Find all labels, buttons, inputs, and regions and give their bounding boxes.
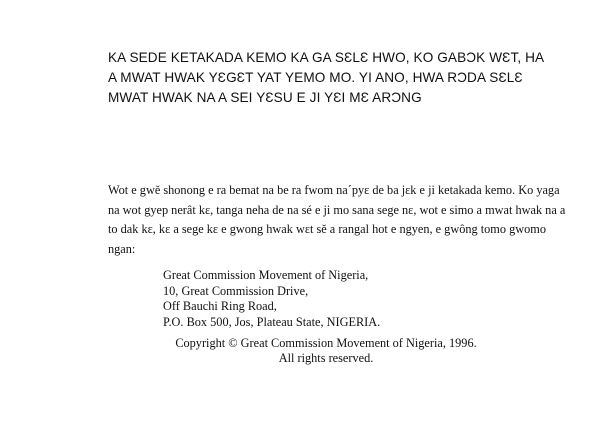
address-line: P.O. Box 500, Jos, Plateau State, NIGERIA. — [163, 314, 381, 329]
rights-line: All rights reserved. — [278, 351, 374, 365]
copyright-line: Copyright © Great Commission Movement of Nigeria, 1996. — [175, 336, 477, 350]
title-line: KA SEDE KETAKADA KEMO KA GA SƐLƐ HWO, KO GABƆK WƐT, HA — [108, 50, 545, 65]
copyright-notice — [148, 336, 504, 366]
body-line: Wot e gwě shonong e ra bemat na be ra fwom na´pyɛ de ba jɛk e ji ketakada kemo. Ko yaga — [108, 183, 560, 197]
publisher-address — [163, 268, 380, 330]
address-line: Off Bauchi Ring Road, — [163, 299, 277, 313]
title-line: A MWAT HWAK YƐGƐT YAT YEMO MO. YI ANO, HWA RƆDA SƐLƐ — [108, 70, 523, 85]
body-line: to dak kɛ, kɛ a sege kɛ e gwong hwak wɛt sě a rangal hot e ngyen, e gwông tomo gwomo — [108, 222, 546, 236]
title-heading — [108, 48, 563, 108]
body-line: na wot gyep nerât kɛ, tanga neha de na sé e ji mo sana sege nɛ, wot e simo a mwat hwak na a — [108, 202, 566, 217]
address-line: 10, Great Commission Drive, — [163, 283, 309, 298]
title-line: MWAT HWAK NA A SEI YƐSU E JI YƐI MƐ ARƆNG — [108, 90, 422, 105]
body-line: ngan: — [108, 241, 136, 256]
address-line: Great Commission Movement of Nigeria, — [163, 268, 369, 282]
body-paragraph — [108, 181, 578, 259]
